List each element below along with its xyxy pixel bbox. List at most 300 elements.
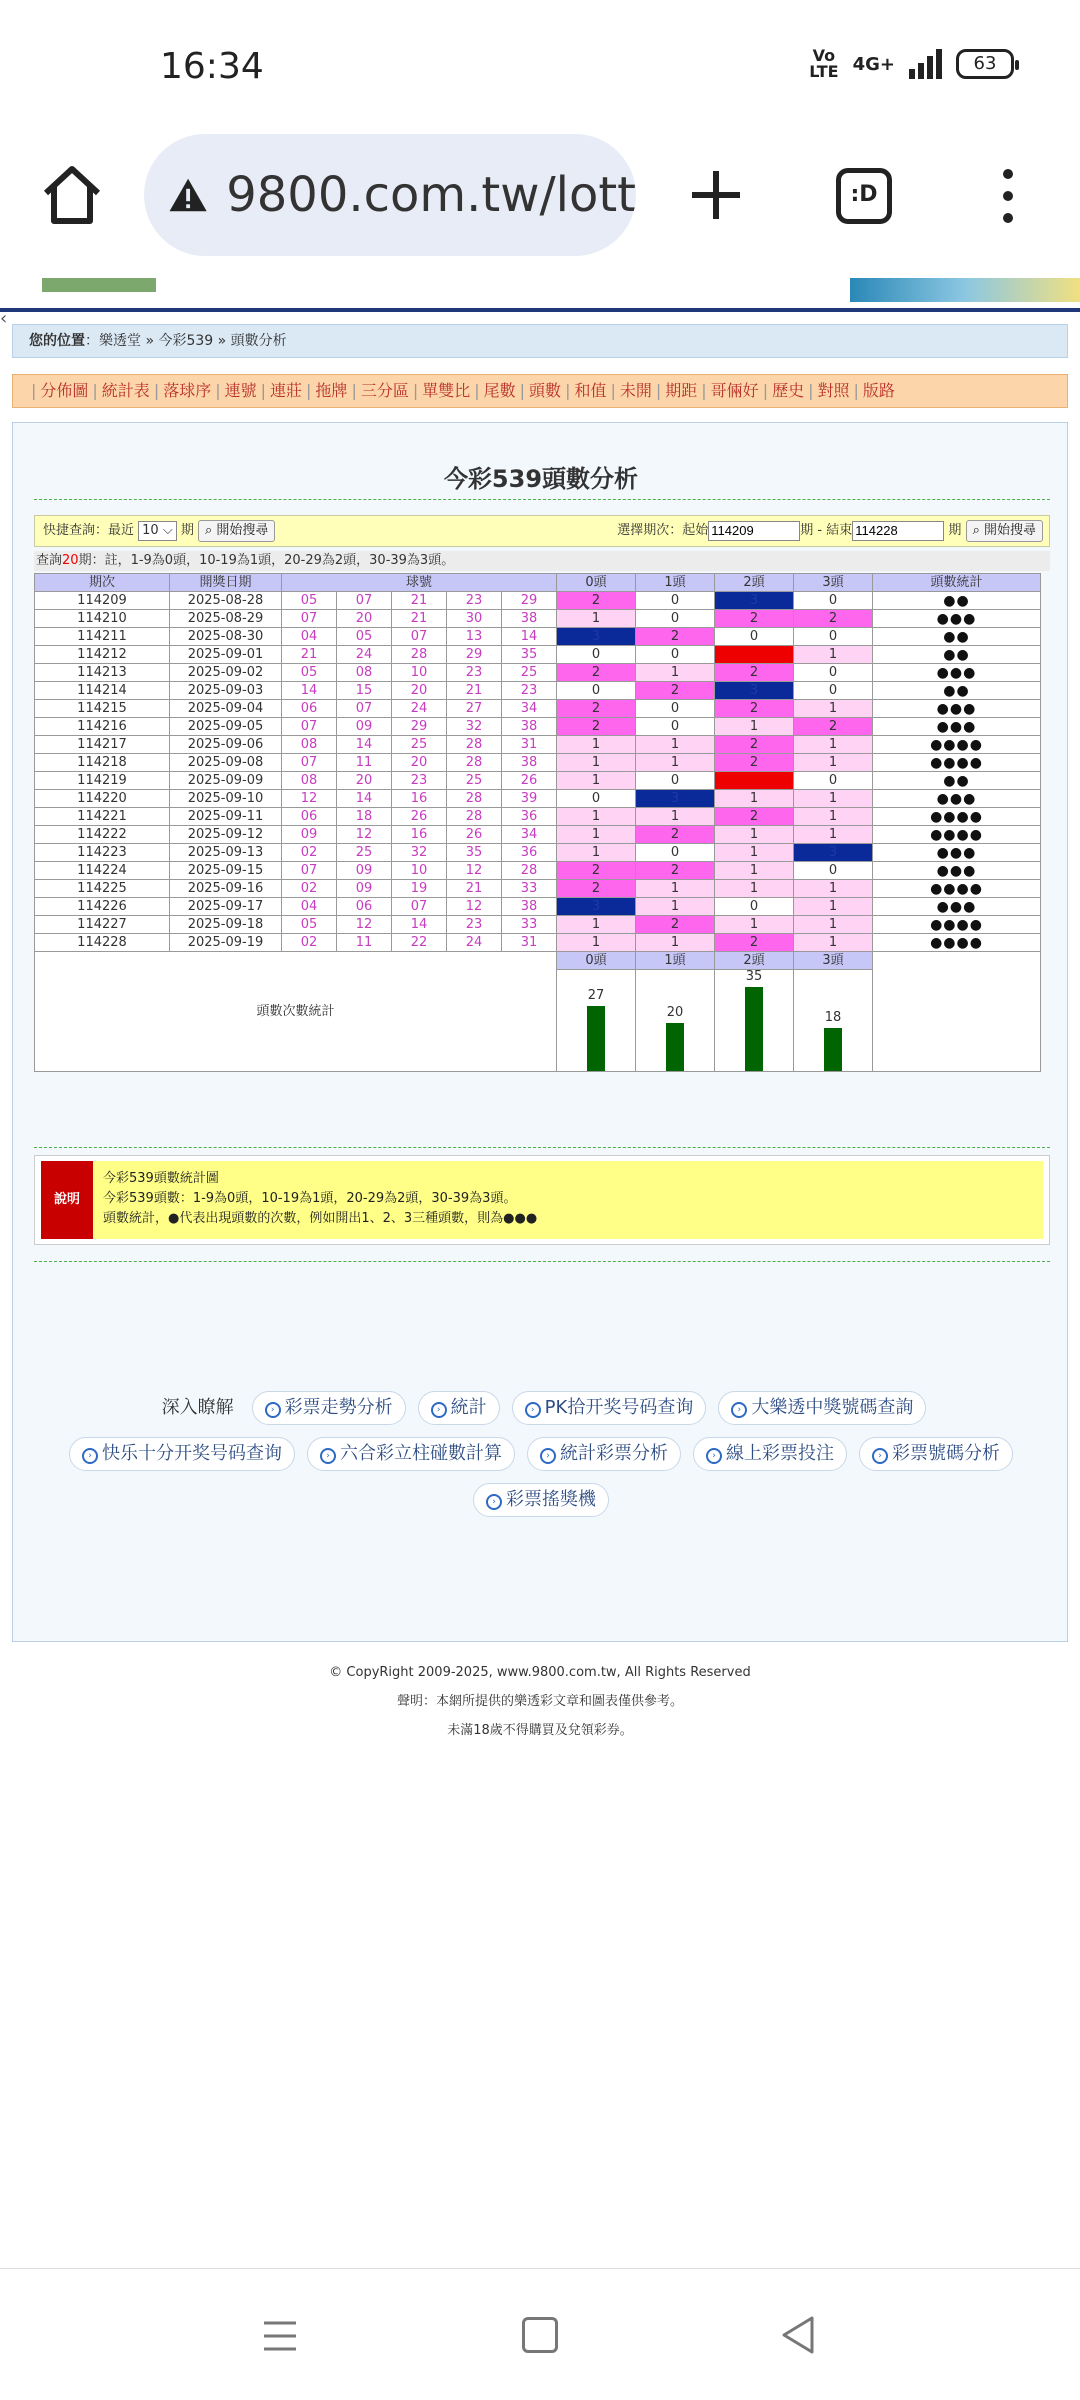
- head-count-cell: 1: [636, 880, 715, 898]
- related-link[interactable]: › 六合彩立柱碰數計算: [307, 1437, 515, 1471]
- nav-separator: |: [412, 381, 419, 400]
- ball-cell: 38: [502, 898, 557, 916]
- more-menu-icon[interactable]: [990, 166, 1026, 226]
- period-cell: 114221: [35, 808, 170, 826]
- new-tab-icon[interactable]: [684, 163, 748, 227]
- breadcrumb-prefix: 您的位置: [29, 333, 85, 349]
- ball-cell: 22: [392, 934, 447, 952]
- recent-count-select[interactable]: 10 ⌵: [138, 521, 177, 541]
- ball-cell: 20: [337, 772, 392, 790]
- recent-count-value[interactable]: 10: [142, 522, 159, 538]
- related-links: [13, 1391, 1069, 1529]
- ball-cell: 12: [337, 916, 392, 934]
- signal-icon: [909, 49, 942, 79]
- ball-cell: 25: [337, 844, 392, 862]
- head-count-cell: 2: [557, 700, 636, 718]
- sum-col-head-2: 2頭: [715, 952, 794, 970]
- table-row: [35, 934, 1041, 952]
- period-cell: 114228: [35, 934, 170, 952]
- date-cell: 2025-09-01: [170, 646, 282, 664]
- bar-cell: [794, 970, 873, 1072]
- range-search-button[interactable]: ⌕ 開始搜尋: [966, 520, 1043, 542]
- nav-item[interactable]: 歷史: [772, 381, 805, 400]
- ball-cell: 20: [337, 610, 392, 628]
- head-count-cell: 1: [794, 736, 873, 754]
- head-count-cell: 2: [636, 682, 715, 700]
- bar-cell: [557, 970, 636, 1072]
- head-stat-cell: ●●●: [873, 700, 1041, 718]
- col-stats: 頭數統計: [873, 574, 1041, 592]
- table-row: [35, 610, 1041, 628]
- head-stat-cell: ●●●●: [873, 736, 1041, 754]
- ball-cell: 10: [392, 664, 447, 682]
- head-count-cell: 1: [636, 808, 715, 826]
- start-period-input[interactable]: [708, 521, 800, 541]
- ball-cell: 20: [392, 682, 447, 700]
- ball-cell: 28: [447, 790, 502, 808]
- url-text[interactable]: 9800.com.tw/lott: [226, 167, 636, 223]
- head-count-cell: 1: [557, 610, 636, 628]
- ball-cell: 09: [337, 880, 392, 898]
- ball-cell: 38: [502, 754, 557, 772]
- ball-cell: 25: [502, 664, 557, 682]
- web-page: [0, 278, 1080, 2268]
- nav-separator: |: [351, 381, 357, 400]
- head-count-cell: 1: [715, 880, 794, 898]
- ball-cell: 28: [447, 736, 502, 754]
- period-cell: 114210: [35, 610, 170, 628]
- date-cell: 2025-09-15: [170, 862, 282, 880]
- bar-cell: [715, 970, 794, 1072]
- ball-cell: 14: [502, 628, 557, 646]
- table-row: [35, 736, 1041, 754]
- related-title: 深入瞭解: [161, 1397, 234, 1418]
- ball-cell: 23: [502, 682, 557, 700]
- head-count-cell: 3: [636, 790, 715, 808]
- address-bar[interactable]: [144, 134, 636, 256]
- nav-item[interactable]: 三分區: [360, 381, 409, 400]
- ball-cell: 25: [447, 772, 502, 790]
- date-cell: 2025-09-10: [170, 790, 282, 808]
- ball-cell: 35: [447, 844, 502, 862]
- chevron-circle-icon: ›: [731, 1402, 747, 1418]
- warning-icon[interactable]: [168, 172, 208, 218]
- col-head-0: 0頭: [557, 574, 636, 592]
- head-count-cell: 2: [557, 880, 636, 898]
- table-row: [35, 772, 1041, 790]
- range-mid-label: 期 - 結束: [800, 523, 853, 538]
- head-count-cell: 1: [715, 826, 794, 844]
- ball-cell: 36: [502, 844, 557, 862]
- col-head-2: 2頭: [715, 574, 794, 592]
- ball-cell: 34: [502, 826, 557, 844]
- head-count-cell: 1: [794, 646, 873, 664]
- date-cell: 2025-08-29: [170, 610, 282, 628]
- period-cell: 114217: [35, 736, 170, 754]
- network-label: 4G+: [852, 53, 895, 75]
- head-count-cell: 3: [557, 628, 636, 646]
- head-count-cell: 1: [557, 736, 636, 754]
- breadcrumb-path[interactable]: ：樂透堂 » 今彩539 » 頭數分析: [85, 333, 287, 349]
- period-cell: 114225: [35, 880, 170, 898]
- ball-cell: 14: [337, 736, 392, 754]
- ball-cell: 08: [282, 736, 337, 754]
- status-icons: [809, 48, 1014, 80]
- head-count-cell: 0: [636, 610, 715, 628]
- head-count-cell: 1: [715, 844, 794, 862]
- bar-value-label: 18: [824, 1009, 842, 1025]
- chevron-circle-icon: ›: [265, 1402, 281, 1418]
- ball-cell: 13: [447, 628, 502, 646]
- ball-cell: 16: [392, 826, 447, 844]
- head-count-cell: 1: [636, 934, 715, 952]
- ball-cell: 33: [502, 880, 557, 898]
- ball-cell: 28: [502, 862, 557, 880]
- col-period: 期次: [35, 574, 170, 592]
- banner-image-right[interactable]: [850, 278, 1080, 302]
- head-count-cell: 2: [557, 718, 636, 736]
- related-link[interactable]: › 彩票號碼分析: [859, 1437, 1013, 1471]
- head-count-cell: 2: [636, 916, 715, 934]
- bar-value-label: 20: [666, 1004, 684, 1020]
- head-stat-cell: ●●●: [873, 862, 1041, 880]
- chevron-circle-icon: ›: [431, 1402, 447, 1418]
- ball-cell: 32: [392, 844, 447, 862]
- quick-search-button[interactable]: ⌕ 開始搜尋: [198, 520, 275, 542]
- nav-item[interactable]: 落球序: [163, 381, 212, 400]
- related-link[interactable]: › 大樂透中獎號碼查詢: [718, 1391, 926, 1425]
- table-row: [35, 862, 1041, 880]
- head-stat-cell: ●●: [873, 628, 1041, 646]
- head-count-cell: 1: [636, 664, 715, 682]
- chevron-circle-icon: ›: [706, 1448, 722, 1464]
- ball-cell: 12: [337, 826, 392, 844]
- bar-1: [666, 1023, 684, 1071]
- period-cell: 114224: [35, 862, 170, 880]
- ball-cell: 34: [502, 700, 557, 718]
- nav-item[interactable]: 統計表: [101, 381, 150, 400]
- head-count-cell: 1: [794, 934, 873, 952]
- head-stat-cell: ●●●●: [873, 916, 1041, 934]
- ball-cell: 28: [447, 754, 502, 772]
- table-body: [35, 592, 1041, 952]
- summary-header-row: [35, 952, 1041, 970]
- nav-item[interactable]: 版路: [862, 381, 895, 400]
- related-link[interactable]: › 統計彩票分析: [527, 1437, 681, 1471]
- period-cell: 114209: [35, 592, 170, 610]
- ball-cell: 06: [282, 808, 337, 826]
- nav-item[interactable]: 對照: [817, 381, 850, 400]
- head-stat-cell: ●●: [873, 592, 1041, 610]
- head-count-cell: 1: [715, 916, 794, 934]
- ball-cell: 26: [447, 826, 502, 844]
- battery-icon: [956, 49, 1014, 79]
- head-count-cell: 1: [794, 916, 873, 934]
- head-count-cell: 1: [557, 916, 636, 934]
- head-stat-cell: ●●●●: [873, 808, 1041, 826]
- related-link[interactable]: › 彩票搖獎機: [473, 1483, 609, 1517]
- related-link[interactable]: › 統計: [418, 1391, 500, 1425]
- table-row: [35, 682, 1041, 700]
- head-count-cell: 1: [794, 700, 873, 718]
- date-cell: 2025-09-09: [170, 772, 282, 790]
- period-cell: 114213: [35, 664, 170, 682]
- period-cell: 114222: [35, 826, 170, 844]
- ball-cell: 23: [392, 772, 447, 790]
- head-count-cell: 1: [557, 772, 636, 790]
- head-stat-cell: ●●●: [873, 718, 1041, 736]
- quick-search-bar: [34, 515, 1050, 547]
- head-count-cell: 1: [636, 898, 715, 916]
- divider: [34, 1147, 1050, 1148]
- breadcrumb: [12, 324, 1068, 358]
- ball-cell: 12: [282, 790, 337, 808]
- head-count-cell: 0: [794, 592, 873, 610]
- table-row: [35, 880, 1041, 898]
- col-balls: 球號: [282, 574, 557, 592]
- nav-item[interactable]: 頭數: [529, 381, 562, 400]
- nav-item[interactable]: 連莊: [270, 381, 303, 400]
- related-link[interactable]: › PK拾开奖号码查询: [512, 1391, 707, 1425]
- head-count-cell: 2: [715, 754, 794, 772]
- nav-separator: |: [762, 381, 769, 400]
- head-count-cell: 1: [794, 826, 873, 844]
- explanation-tag: 說明: [41, 1161, 93, 1239]
- head-stat-cell: ●●●: [873, 898, 1041, 916]
- period-cell: 114212: [35, 646, 170, 664]
- head-count-cell: 2: [636, 862, 715, 880]
- head-count-cell: 1: [794, 808, 873, 826]
- ball-cell: 07: [282, 754, 337, 772]
- ball-cell: 04: [282, 898, 337, 916]
- period-cell: 114218: [35, 754, 170, 772]
- ball-cell: 38: [502, 610, 557, 628]
- head-count-cell: 0: [636, 592, 715, 610]
- date-cell: 2025-09-12: [170, 826, 282, 844]
- table-row: [35, 754, 1041, 772]
- ball-cell: 23: [447, 664, 502, 682]
- nav-item[interactable]: 連號: [224, 381, 257, 400]
- end-period-input[interactable]: [852, 521, 944, 541]
- period-cell: 114214: [35, 682, 170, 700]
- ball-cell: 07: [392, 898, 447, 916]
- quick-search-label: 快捷查詢：最近: [43, 523, 135, 538]
- ball-cell: 21: [392, 592, 447, 610]
- table-row: [35, 628, 1041, 646]
- ball-cell: 07: [337, 592, 392, 610]
- ball-cell: 18: [337, 808, 392, 826]
- ball-cell: 26: [502, 772, 557, 790]
- ball-cell: 24: [447, 934, 502, 952]
- battery-level: 63: [973, 53, 997, 74]
- ball-cell: 29: [447, 646, 502, 664]
- head-count-cell: 1: [794, 880, 873, 898]
- ball-cell: 35: [502, 646, 557, 664]
- ball-cell: 33: [502, 916, 557, 934]
- head-count-cell: 2: [636, 826, 715, 844]
- ball-cell: 02: [282, 844, 337, 862]
- back-icon[interactable]: [780, 2315, 816, 2355]
- table-row: [35, 844, 1041, 862]
- nav-item[interactable]: 單雙比: [422, 381, 471, 400]
- head-count-cell: 1: [557, 808, 636, 826]
- home-icon[interactable]: [40, 163, 104, 227]
- ball-cell: 21: [392, 610, 447, 628]
- head-count-cell: 3: [715, 592, 794, 610]
- age-notice-text: 未滿18歲不得購買及兌領彩券。: [447, 1723, 633, 1738]
- head-count-cell: 4: [715, 772, 794, 790]
- ball-cell: 07: [282, 610, 337, 628]
- ball-cell: 21: [282, 646, 337, 664]
- head-count-cell: 1: [794, 898, 873, 916]
- ball-cell: 02: [282, 934, 337, 952]
- tab-switcher-button[interactable]: :D: [836, 168, 892, 224]
- ball-cell: 28: [392, 646, 447, 664]
- head-stat-cell: ●●●: [873, 790, 1041, 808]
- nav-separator: |: [655, 381, 662, 400]
- nav-separator: |: [474, 381, 480, 400]
- ball-cell: 15: [337, 682, 392, 700]
- table-row: [35, 646, 1041, 664]
- head-stat-cell: ●●: [873, 682, 1041, 700]
- chevron-circle-icon: ›: [540, 1448, 556, 1464]
- divider: [34, 499, 1050, 500]
- date-cell: 2025-09-05: [170, 718, 282, 736]
- ball-cell: 11: [337, 934, 392, 952]
- ball-cell: 28: [447, 808, 502, 826]
- copyright-text: © CopyRight 2009-2025, www.9800.com.tw, All Rights Reserved: [329, 1665, 751, 1680]
- range-label: 選擇期次：起始: [617, 523, 709, 538]
- head-count-cell: 1: [794, 754, 873, 772]
- head-stat-cell: ●●●●: [873, 826, 1041, 844]
- date-cell: 2025-09-13: [170, 844, 282, 862]
- date-cell: 2025-09-16: [170, 880, 282, 898]
- nav-item[interactable]: 拖牌: [315, 381, 348, 400]
- nav-separator: |: [519, 381, 526, 400]
- ball-cell: 20: [392, 754, 447, 772]
- ball-cell: 12: [447, 898, 502, 916]
- ball-cell: 29: [502, 592, 557, 610]
- browser-toolbar: [0, 130, 1080, 278]
- nav-item[interactable]: 期距: [665, 381, 698, 400]
- sum-col-head-0: 0頭: [557, 952, 636, 970]
- head-count-cell: 1: [715, 862, 794, 880]
- ball-cell: 14: [392, 916, 447, 934]
- head-count-cell: 1: [636, 754, 715, 772]
- head-count-cell: 2: [715, 700, 794, 718]
- head-stat-cell: ●●●: [873, 844, 1041, 862]
- ball-cell: 14: [282, 682, 337, 700]
- date-cell: 2025-09-04: [170, 700, 282, 718]
- nav-item[interactable]: 分佈圖: [40, 381, 89, 400]
- nav-item[interactable]: 尾數: [483, 381, 516, 400]
- ball-cell: 04: [282, 628, 337, 646]
- head-stat-cell: ●●●●: [873, 934, 1041, 952]
- head-count-cell: 2: [794, 610, 873, 628]
- head-count-cell: 0: [557, 682, 636, 700]
- heads-table: [34, 573, 1041, 1072]
- end-unit: 期: [948, 523, 962, 538]
- head-count-cell: 2: [557, 664, 636, 682]
- nav-item[interactable]: 和值: [574, 381, 607, 400]
- head-count-cell: 0: [636, 700, 715, 718]
- ball-cell: 06: [337, 898, 392, 916]
- date-cell: 2025-09-06: [170, 736, 282, 754]
- nav-item[interactable]: 未開: [619, 381, 652, 400]
- site-banner: [0, 278, 1080, 312]
- head-count-cell: 2: [557, 862, 636, 880]
- ball-cell: 12: [447, 862, 502, 880]
- col-date: 開獎日期: [170, 574, 282, 592]
- nav-item[interactable]: 哥倆好: [710, 381, 759, 400]
- head-count-cell: 1: [557, 934, 636, 952]
- explanation-title: 今彩539頭數統計圖: [103, 1171, 219, 1186]
- date-cell: 2025-09-19: [170, 934, 282, 952]
- status-time: 16:34: [160, 46, 264, 87]
- bar-value-label: 35: [745, 969, 763, 984]
- ball-cell: 07: [392, 628, 447, 646]
- ball-cell: 31: [502, 934, 557, 952]
- ball-cell: 32: [447, 718, 502, 736]
- volte-icon: Vo LTE: [809, 46, 839, 81]
- ball-cell: 08: [282, 772, 337, 790]
- head-stat-cell: ●●●: [873, 610, 1041, 628]
- recent-apps-icon[interactable]: [262, 2319, 298, 2353]
- nav-separator: |: [610, 381, 616, 400]
- collapse-arrow-icon[interactable]: ‹: [0, 308, 8, 329]
- main-content: [12, 422, 1068, 1642]
- home-button-icon[interactable]: [522, 2317, 558, 2353]
- ball-cell: 07: [282, 718, 337, 736]
- nav-separator: |: [565, 381, 571, 400]
- head-count-cell: 2: [794, 718, 873, 736]
- ball-cell: 23: [447, 592, 502, 610]
- ball-cell: 30: [447, 610, 502, 628]
- head-count-cell: 2: [636, 628, 715, 646]
- table-row: [35, 592, 1041, 610]
- head-count-cell: 1: [636, 736, 715, 754]
- nav-separator: |: [215, 381, 221, 400]
- head-count-cell: 1: [794, 790, 873, 808]
- related-link[interactable]: › 快乐十分开奖号码查询: [69, 1437, 295, 1471]
- ball-cell: 29: [392, 718, 447, 736]
- related-link[interactable]: › 線上彩票投注: [693, 1437, 847, 1471]
- date-cell: 2025-09-03: [170, 682, 282, 700]
- head-count-cell: 2: [715, 934, 794, 952]
- ball-cell: 14: [337, 790, 392, 808]
- table-row: [35, 916, 1041, 934]
- ball-cell: 24: [337, 646, 392, 664]
- query-count: 20: [62, 553, 79, 568]
- head-count-cell: 0: [557, 646, 636, 664]
- head-count-cell: 0: [794, 664, 873, 682]
- head-count-cell: 2: [715, 664, 794, 682]
- system-nav-bar: [0, 2268, 1080, 2400]
- head-count-cell: 2: [715, 736, 794, 754]
- banner-image-left[interactable]: [42, 278, 156, 292]
- head-stat-cell: ●●●: [873, 664, 1041, 682]
- table-row: [35, 790, 1041, 808]
- head-count-cell: 1: [557, 826, 636, 844]
- ball-cell: 26: [392, 808, 447, 826]
- nav-separator: |: [306, 381, 312, 400]
- related-link[interactable]: › 彩票走勢分析: [252, 1391, 406, 1425]
- period-unit: 期: [180, 523, 194, 538]
- date-cell: 2025-09-02: [170, 664, 282, 682]
- head-count-cell: 0: [636, 772, 715, 790]
- ball-cell: 08: [337, 664, 392, 682]
- ball-cell: 09: [337, 718, 392, 736]
